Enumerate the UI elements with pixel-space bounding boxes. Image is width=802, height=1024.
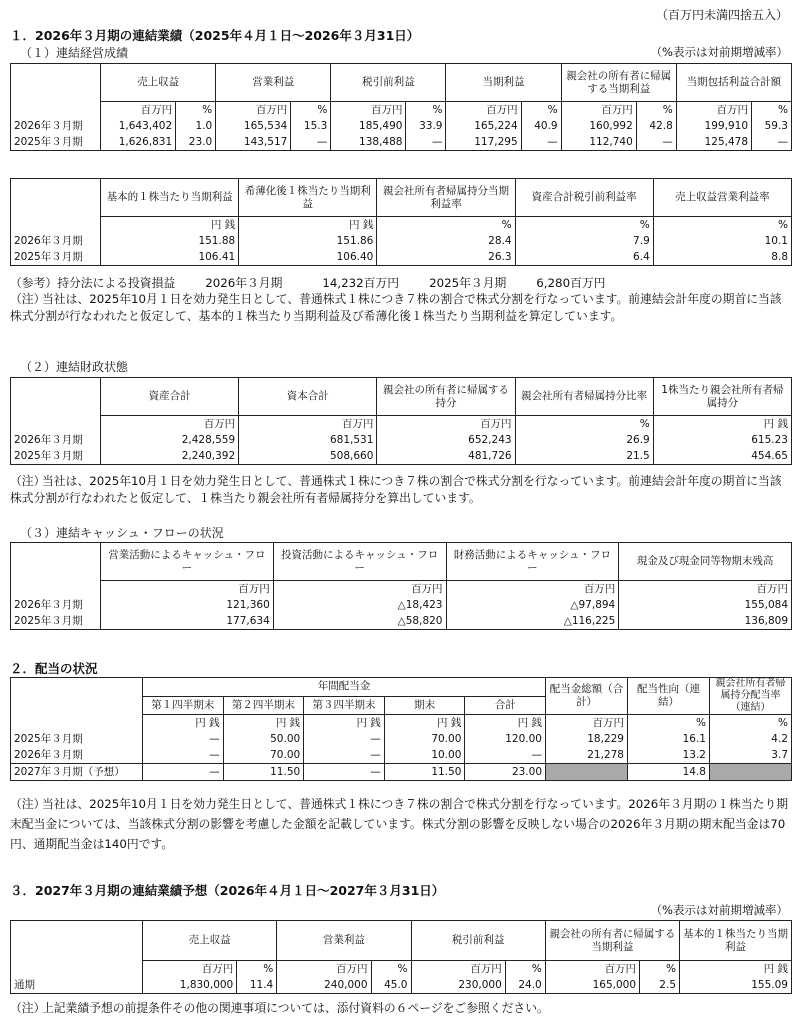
table-cell: 155,084 (619, 597, 792, 613)
unit-cell: 百万円 (277, 961, 371, 978)
table-cell: △116,225 (446, 613, 619, 630)
table-row (11, 597, 792, 613)
note-2: （注）当社は、2025年10月１日を効力発生日として、普通株式１株につき７株の割合で株式分割を行なっています。前連結会計年度の期首に当該株式分割が行なわれたと仮定して、１株当たり親会社所有者帰属持分を算出しています。 (10, 474, 782, 505)
row-label: 2025年３月期 (11, 448, 101, 465)
table-cell: △97,894 (446, 597, 619, 613)
table-cell: — (143, 764, 224, 781)
table-cell: 177,634 (101, 613, 274, 630)
row-label: 2026年３月期 (11, 432, 101, 448)
table-cell: 13.2 (628, 747, 710, 764)
header-total-assets: 資産合計 (101, 378, 239, 416)
table-cell: 508,660 (239, 448, 377, 465)
table-cell: 6.4 (515, 249, 653, 266)
row-label: 2026年３月期 (11, 597, 101, 613)
table-row (11, 432, 792, 448)
row-label: 2026年３月期 (11, 747, 143, 764)
table-cell: 4.2 (710, 731, 792, 747)
unit-cell: 百万円 (239, 416, 377, 433)
table-row (11, 448, 792, 465)
header-empty (11, 678, 143, 697)
table-cell: 155.09 (680, 977, 792, 994)
row-label: 2025年３月期 (11, 613, 101, 630)
table-cell: 11.50 (223, 764, 304, 781)
header-empty (11, 696, 143, 715)
header-equity-ratio: 親会社所有者帰属持分比率 (515, 378, 653, 416)
header-total: 合計 (465, 696, 546, 715)
header-profit-before-tax: 税引前利益 (331, 64, 446, 102)
table-cell: 1,626,831 (101, 134, 176, 151)
row-label: 2025年３月期 (11, 249, 101, 266)
table-cell: — (465, 747, 546, 764)
table-cell: 7.9 (515, 233, 653, 249)
unit-cell: 百万円 (446, 102, 521, 119)
table-row (11, 118, 792, 134)
table-cell: 45.0 (371, 977, 411, 994)
unit-cell: 百万円 (561, 102, 636, 119)
header-total-dividend: 配当金総額（合計） (546, 678, 628, 715)
header-cash-end: 現金及び現金同等物期末残高 (619, 543, 792, 581)
table-cell: — (304, 747, 385, 764)
unit-cell: % (710, 715, 792, 732)
table-row (11, 747, 792, 764)
unit-cell: % (640, 961, 680, 978)
unit-cell: 円 銭 (143, 715, 224, 732)
subsection-financial-position-title: （２）連結財政状態 (20, 360, 129, 374)
table-cell: 165,534 (216, 118, 291, 134)
unit-cell: 円 銭 (101, 217, 239, 234)
table-cell: △58,820 (273, 613, 446, 630)
unit-cell: 円 銭 (653, 416, 791, 433)
table-row (11, 764, 792, 781)
table-cell: 230,000 (411, 977, 505, 994)
table-cell: 16.1 (628, 731, 710, 747)
table-cell: — (521, 134, 561, 151)
table-cell: 8.8 (653, 249, 791, 266)
unit-cell: 百万円 (411, 961, 505, 978)
header-empty (11, 179, 101, 217)
table-cell: 70.00 (384, 731, 465, 747)
header-profit-before-tax: 税引前利益 (411, 921, 545, 961)
table-cell: 21,278 (546, 747, 628, 764)
unit-row-label (11, 416, 101, 433)
unit-cell: 円 銭 (239, 217, 377, 234)
table-cell: 106.41 (101, 249, 239, 266)
unit-cell: 百万円 (377, 416, 515, 433)
table-cell: 1,830,000 (143, 977, 237, 994)
table-cell: 185,490 (331, 118, 406, 134)
header-operating-profit: 営業利益 (277, 921, 411, 961)
unit-cell: % (636, 102, 676, 119)
table-cell: 10.00 (384, 747, 465, 764)
percent-note: （%表示は対前期増減率） (650, 45, 788, 59)
header-year-end: 期末 (384, 696, 465, 715)
header-revenue: 売上収益 (101, 64, 216, 102)
cash-flow-table (10, 542, 792, 630)
table-cell: 652,243 (377, 432, 515, 448)
table-cell: 1.0 (176, 118, 216, 134)
table-cell: 454.65 (653, 448, 791, 465)
unit-cell: 百万円 (331, 102, 406, 119)
unit-cell: % (505, 961, 545, 978)
operating-results-table (10, 63, 792, 151)
table-cell: 2,428,559 (101, 432, 239, 448)
header-bps: 1株当たり親会社所有者帰属持分 (653, 378, 791, 416)
unit-cell: 百万円 (619, 581, 792, 598)
table-cell: 23.0 (176, 134, 216, 151)
forecast-table (10, 920, 792, 994)
unit-row-label (11, 715, 143, 732)
header-total-equity: 資本合計 (239, 378, 377, 416)
table-cell: 117,295 (446, 134, 521, 151)
table-cell: — (304, 731, 385, 747)
unit-cell: % (515, 217, 653, 234)
unit-row-label (11, 102, 101, 119)
per-share-table (10, 178, 792, 266)
unit-cell: % (752, 102, 792, 119)
table-cell: 199,910 (676, 118, 751, 134)
subsection-cash-flow-title: （３）連結キャッシュ・フローの状況 (20, 526, 224, 540)
header-empty (11, 921, 143, 961)
header-empty (11, 543, 101, 581)
table-cell: 42.8 (636, 118, 676, 134)
table-cell: 26.3 (377, 249, 515, 266)
unit-cell: 円 銭 (680, 961, 792, 978)
table-cell: 50.00 (223, 731, 304, 747)
unit-row-label (11, 581, 101, 598)
header-empty (11, 64, 101, 102)
table-cell: 165,000 (545, 977, 639, 994)
table-cell: △18,423 (273, 597, 446, 613)
note-3: （注）当社は、2025年10月１日を効力発生日として、普通株式１株につき７株の割合で株式分割を行なっています。2026年３月期の１株当たり期末配当金については、当該株式分割の影響を考慮した金額を記載しています。株式分割の影響を反映しない場合の2026年３月期の期末配当金は70円、通期配当金は140円です。 (10, 797, 789, 851)
table-cell (546, 764, 628, 781)
table-cell: 15.3 (291, 118, 331, 134)
unit-cell: % (371, 961, 411, 978)
table-cell: — (752, 134, 792, 151)
unit-cell: 円 銭 (465, 715, 546, 732)
section-3-title: ３．2027年３月期の連結業績予想（2026年４月１日～2027年３月31日） (10, 883, 445, 898)
unit-cell: % (515, 416, 653, 433)
table-cell: 106.40 (239, 249, 377, 266)
table-cell: — (304, 764, 385, 781)
row-label: 2025年３月期 (11, 134, 101, 151)
dividend-table (10, 677, 792, 781)
table-cell: 136,809 (619, 613, 792, 630)
table-row (11, 134, 792, 151)
header-diluted-eps: 希薄化後１株当たり当期利益 (239, 179, 377, 217)
unit-cell: % (653, 217, 791, 234)
table-cell: 26.9 (515, 432, 653, 448)
table-cell: 143,517 (216, 134, 291, 151)
table-cell: 165,224 (446, 118, 521, 134)
table-cell: 151.88 (101, 233, 239, 249)
header-q2: 第２四半期末 (223, 696, 304, 715)
header-doe: 親会社所有者帰属持分配当率（連結） (710, 678, 792, 715)
unit-cell: 円 銭 (384, 715, 465, 732)
subsection-results-title: （１）連結経営成績 (20, 46, 129, 60)
header-profit-owners: 親会社の所有者に帰属する当期利益 (561, 64, 676, 102)
header-q1: 第１四半期末 (143, 696, 224, 715)
table-cell: 481,726 (377, 448, 515, 465)
unit-cell: 百万円 (101, 581, 274, 598)
header-basic-eps: 基本的１株当たり当期利益 (680, 921, 792, 961)
unit-cell: 円 銭 (304, 715, 385, 732)
table-cell: 11.50 (384, 764, 465, 781)
table-cell: 615.23 (653, 432, 791, 448)
unit-row-label (11, 217, 101, 234)
unit-cell: % (628, 715, 710, 732)
unit-cell: % (291, 102, 331, 119)
table-cell: 11.4 (237, 977, 277, 994)
table-cell: 28.4 (377, 233, 515, 249)
header-payout-ratio: 配当性向（連結） (628, 678, 710, 715)
table-cell: 18,229 (546, 731, 628, 747)
unit-cell: % (237, 961, 277, 978)
unit-cell: 百万円 (676, 102, 751, 119)
unit-cell: 百万円 (273, 581, 446, 598)
unit-cell: % (176, 102, 216, 119)
header-empty (11, 378, 101, 416)
row-label: 2026年３月期 (11, 233, 101, 249)
row-label: 2027年３月期（予想） (11, 764, 143, 781)
table-cell: 121,360 (101, 597, 274, 613)
header-operating-margin: 売上収益営業利益率 (653, 179, 791, 217)
table-cell: 112,740 (561, 134, 636, 151)
table-row (11, 249, 792, 266)
financial-position-table (10, 377, 792, 465)
header-operating-profit: 営業利益 (216, 64, 331, 102)
header-equity-owners: 親会社の所有者に帰属する持分 (377, 378, 515, 416)
table-cell: — (143, 731, 224, 747)
header-financing-cf: 財務活動によるキャッシュ・フロー (446, 543, 619, 581)
unit-cell: 百万円 (446, 581, 619, 598)
header-roe: 親会社所有者帰属持分当期利益率 (377, 179, 515, 217)
percent-note: （%表示は対前期増減率） (650, 903, 788, 917)
header-operating-cf: 営業活動によるキャッシュ・フロー (101, 543, 274, 581)
table-row (11, 233, 792, 249)
table-cell: 14.8 (628, 764, 710, 781)
table-cell: 33.9 (406, 118, 446, 134)
table-cell: 160,992 (561, 118, 636, 134)
table-cell: 70.00 (223, 747, 304, 764)
header-revenue: 売上収益 (143, 921, 277, 961)
table-row (11, 731, 792, 747)
header-profit: 当期利益 (446, 64, 561, 102)
unit-cell: 百万円 (101, 102, 176, 119)
unit-note: （百万円未満四捨五入） (655, 8, 788, 22)
unit-cell: 百万円 (546, 715, 628, 732)
table-cell: 151.86 (239, 233, 377, 249)
row-label: 2026年３月期 (11, 118, 101, 134)
header-roa: 資産合計税引前利益率 (515, 179, 653, 217)
table-cell: 10.1 (653, 233, 791, 249)
row-label: 通期 (11, 977, 143, 994)
table-row (11, 977, 792, 994)
header-comprehensive-income: 当期包括利益合計額 (676, 64, 791, 102)
unit-cell: 百万円 (545, 961, 639, 978)
unit-cell: 百万円 (101, 416, 239, 433)
unit-cell: 百万円 (216, 102, 291, 119)
table-cell: 1,643,402 (101, 118, 176, 134)
header-annual-dividend: 年間配当金 (143, 678, 546, 697)
table-cell: 21.5 (515, 448, 653, 465)
table-cell: 125,478 (676, 134, 751, 151)
unit-cell: % (521, 102, 561, 119)
unit-cell: % (406, 102, 446, 119)
header-investing-cf: 投資活動によるキャッシュ・フロー (273, 543, 446, 581)
table-cell: 40.9 (521, 118, 561, 134)
header-q3: 第３四半期末 (304, 696, 385, 715)
table-cell: 2,240,392 (101, 448, 239, 465)
unit-cell: 円 銭 (223, 715, 304, 732)
table-cell: 138,488 (331, 134, 406, 151)
table-cell: — (636, 134, 676, 151)
note-1: （注）当社は、2025年10月１日を効力発生日として、普通株式１株につき７株の割合で株式分割を行なっています。前連結会計年度の期首に当該株式分割が行なわれたと仮定して、基本的１株当たり当期利益及び希薄化後１株当たり当期利益を算定しています。 (10, 292, 782, 323)
table-cell (710, 764, 792, 781)
header-profit-owners: 親会社の所有者に帰属する当期利益 (545, 921, 679, 961)
header-basic-eps: 基本的１株当たり当期利益 (101, 179, 239, 217)
table-cell: — (406, 134, 446, 151)
table-cell: 3.7 (710, 747, 792, 764)
table-cell: — (143, 747, 224, 764)
table-cell: 681,531 (239, 432, 377, 448)
table-cell: 24.0 (505, 977, 545, 994)
table-cell: 59.3 (752, 118, 792, 134)
unit-cell: 百万円 (143, 961, 237, 978)
row-label: 2025年３月期 (11, 731, 143, 747)
table-cell: 240,000 (277, 977, 371, 994)
section-2-title: ２．配当の状況 (10, 661, 98, 676)
table-cell: — (291, 134, 331, 151)
table-row (11, 613, 792, 630)
unit-row-label (11, 961, 143, 978)
unit-cell: % (377, 217, 515, 234)
table-cell: 2.5 (640, 977, 680, 994)
reference-line: （参考）持分法による投資損益 2026年３月期 14,232百万円 2025年３月期 6,280百万円 (10, 276, 606, 290)
table-cell: 23.00 (465, 764, 546, 781)
table-cell: 120.00 (465, 731, 546, 747)
section-1-title: １．2026年３月期の連結業績（2025年４月１日～2026年３月31日） (10, 28, 420, 43)
note-4: （注）上記業績予想の前提条件その他の関連事項については、添付資料の６ページをご参照ください。 (10, 1001, 549, 1015)
